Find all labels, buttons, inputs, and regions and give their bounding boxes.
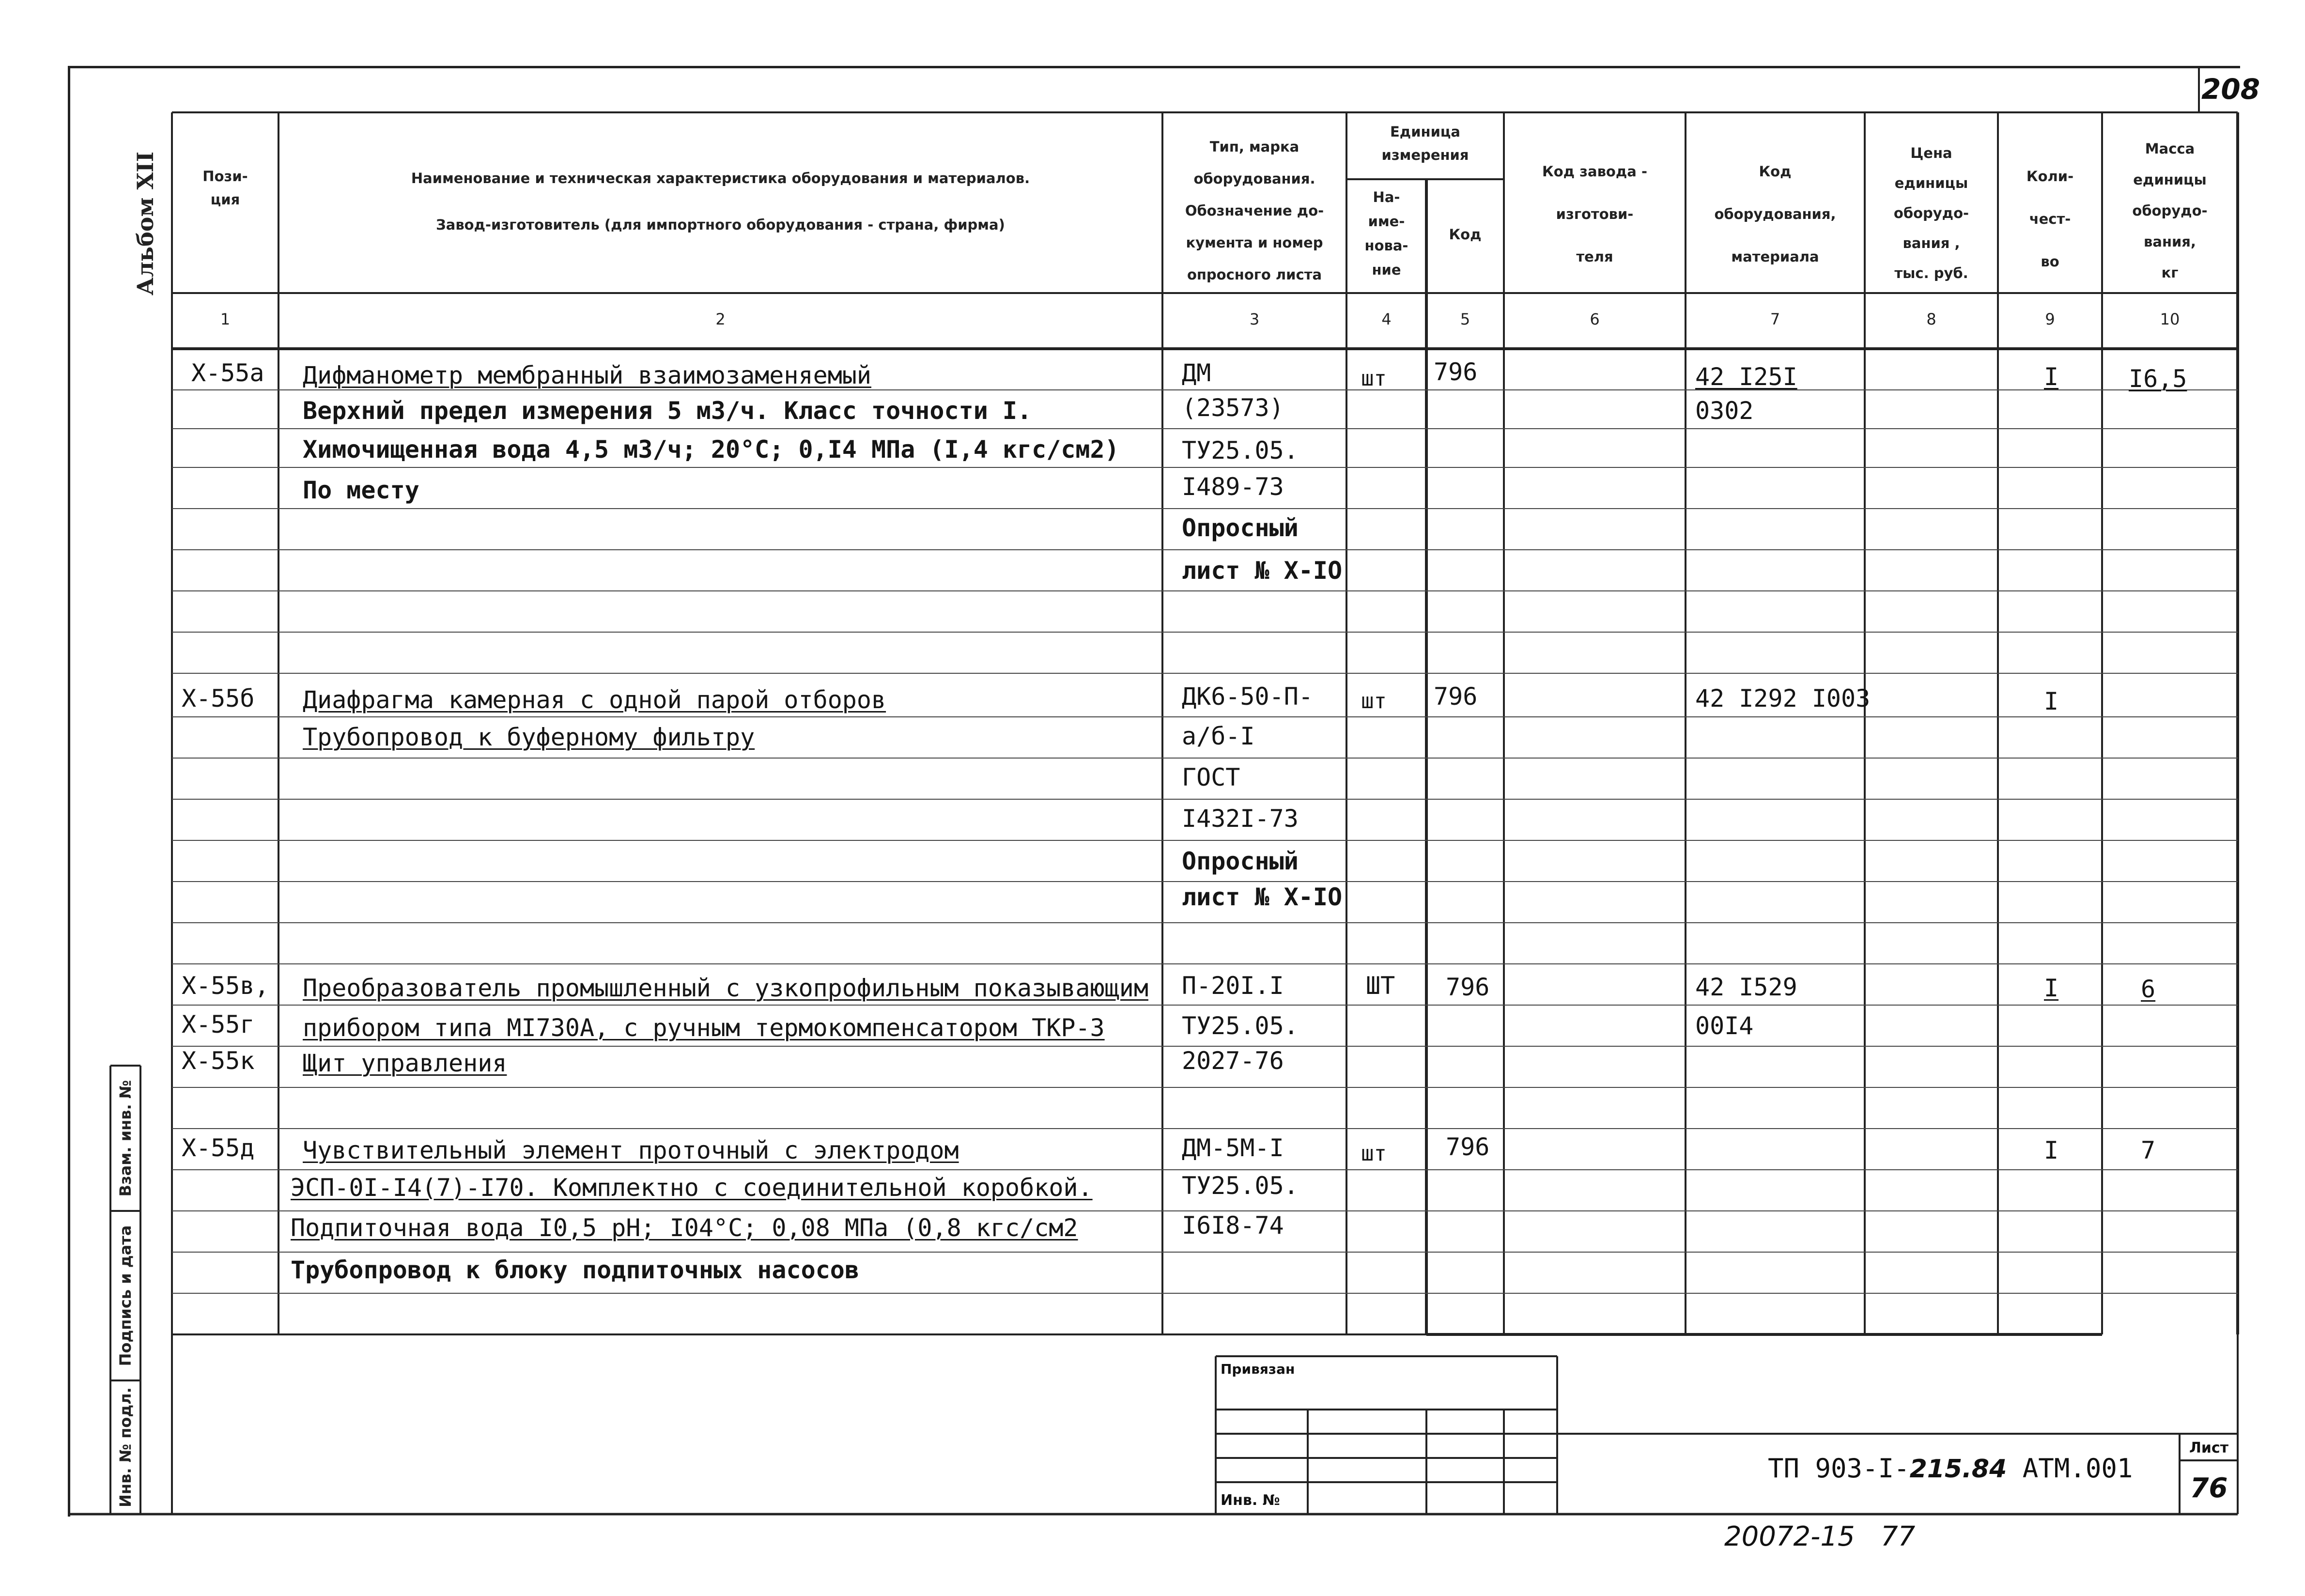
mass-cell: I6,5 — [2129, 365, 2187, 393]
header-col9: Коли- чест- во — [2026, 168, 2074, 270]
header-unit-group: Единица измерения — [1381, 124, 1469, 163]
document-code — [1768, 1453, 2133, 1484]
name-cell: По месту — [303, 476, 419, 504]
sheet-label: Лист — [2189, 1440, 2229, 1457]
name-cell: Щит управления — [303, 1049, 507, 1077]
colnum-7: 7 — [1770, 310, 1780, 328]
qty-cell: I — [2044, 1136, 2059, 1164]
equip-code-cell: 42 I529 — [1695, 973, 1797, 1001]
colnum-4: 4 — [1381, 310, 1392, 328]
pos-cell: X-55г — [182, 1010, 255, 1038]
header-col6: Код завода - изготови- теля — [1542, 163, 1647, 265]
header-col4: На- име- нова- ние — [1364, 189, 1408, 278]
equip-code-cell: 00I4 — [1695, 1012, 1754, 1040]
type-cell: I432I-73 — [1182, 805, 1299, 833]
name-cell: ЭСП-0I-I4(7)-I70. Комплектно с соединительной коробкой. — [291, 1174, 1093, 1202]
mass-cell: 6 — [2141, 975, 2156, 1003]
pos-cell: X-55а — [191, 359, 264, 387]
sheet-value: 76 — [2190, 1472, 2228, 1504]
colnum-9: 9 — [2045, 310, 2055, 328]
type-cell: I6I8-74 — [1182, 1211, 1284, 1240]
side-stamp-signature: Подпись и дата — [116, 1225, 135, 1366]
pos-cell: X-55к — [182, 1047, 255, 1075]
name-cell: Трубопровод к блоку подпиточных насосов — [291, 1256, 859, 1284]
album-label: Альбом XII — [132, 151, 158, 295]
type-cell: лист № Х-IО — [1182, 557, 1343, 585]
code-cell: 796 — [1434, 682, 1478, 711]
header-col8: Цена единицы оборудо- вания , тыс. руб. — [1893, 145, 1969, 281]
type-cell: П-20I.I — [1182, 972, 1284, 1000]
header-col2: Наименование и техническая характеристика оборудования и материалов. Завод-изготовитель (для импортного оборудования - страна, фирма) — [411, 170, 1030, 233]
name-cell: Диафрагма камерная с одной парой отборов — [303, 686, 886, 714]
stamp-inv-label: Инв. № — [1221, 1492, 1280, 1509]
stamp-bound-label: Привязан — [1221, 1361, 1295, 1377]
type-cell: ДМ — [1182, 359, 1211, 387]
document-code-handwritten: 215.84 — [1909, 1455, 2007, 1484]
unit-cell: шт — [1361, 366, 1387, 391]
header-col7: Код оборудования, материала — [1714, 163, 1836, 265]
qty-cell: I — [2044, 687, 2059, 715]
type-cell: Опросный — [1182, 514, 1299, 542]
pos-cell: X-55д — [182, 1134, 255, 1162]
type-cell: ДМ-5М-I — [1182, 1134, 1284, 1162]
type-cell: Опросный — [1182, 847, 1299, 875]
header-col1: Пози- ция — [202, 168, 248, 208]
document-code-suffix: АТМ.001 — [2007, 1453, 2133, 1484]
qty-cell: I — [2044, 974, 2059, 1002]
equip-code-cell: 42 I292 I003 — [1695, 684, 1871, 713]
unit-cell: шт — [1361, 1141, 1387, 1166]
sheet-number-top: 208 — [2201, 73, 2260, 106]
code-cell: 796 — [1446, 1133, 1490, 1161]
side-stamp-replacement: Взам. инв. № — [116, 1080, 135, 1197]
type-cell: 2027-76 — [1182, 1047, 1284, 1075]
name-cell: Химочищенная вода 4,5 м3/ч; 20°С; 0,I4 МПа (I,4 кгс/см2) — [303, 435, 1119, 464]
header-col5: Код — [1449, 226, 1482, 243]
pos-cell: X-55в, — [182, 972, 269, 1000]
type-cell: ТУ25.05. — [1182, 1012, 1299, 1040]
colnum-2: 2 — [715, 310, 726, 328]
name-cell: Дифманометр мембранный взаимозаменяемый — [303, 361, 871, 389]
name-cell: Трубопровод к буферному фильтру — [303, 723, 755, 751]
qty-cell: I — [2044, 363, 2059, 391]
equip-code-cell: 42 I25I — [1695, 363, 1797, 391]
type-cell: ТУ25.05. — [1182, 436, 1299, 465]
colnum-1: 1 — [220, 310, 231, 328]
code-cell: 796 — [1434, 358, 1478, 386]
side-stamp-inventory: Инв. № подл. — [116, 1387, 135, 1507]
name-cell: прибором типа МI730А, с ручным термокомпенсатором ТКР-3 — [303, 1014, 1105, 1042]
header-col3: Тип, марка оборудования. Обозначение до- кумента и номер опросного листа — [1185, 139, 1324, 283]
type-cell: а/б-I — [1182, 722, 1255, 750]
document-code-prefix: ТП 903-I- — [1768, 1453, 1910, 1484]
colnum-6: 6 — [1590, 310, 1600, 328]
type-cell: I489-73 — [1182, 473, 1284, 501]
type-cell: ДК6-50-П- — [1182, 682, 1313, 711]
code-cell: 796 — [1446, 973, 1490, 1001]
colnum-3: 3 — [1249, 310, 1260, 328]
unit-cell: шт — [1361, 689, 1387, 713]
name-cell: Верхний предел измерения 5 м3/ч. Класс точности I. — [303, 397, 1032, 425]
equip-code-cell: 0302 — [1695, 397, 1754, 425]
name-cell: Преобразователь промышленный с узкопрофильным показывающим — [303, 974, 1148, 1002]
name-cell: Подпиточная вода I0,5 pH; I04°С; 0,08 МПа (0,8 кгс/см2 — [291, 1214, 1078, 1242]
type-cell: лист № Х-IО — [1182, 883, 1343, 911]
colnum-8: 8 — [1926, 310, 1936, 328]
type-cell: ГОСТ — [1182, 763, 1240, 791]
type-cell: ТУ25.05. — [1182, 1172, 1299, 1200]
footer-handwritten-number: 20072-15 77 — [1724, 1521, 1916, 1552]
type-cell: (23573) — [1182, 394, 1284, 422]
pos-cell: X-55б — [182, 684, 255, 713]
name-cell: Чувствительный элемент проточный с электродом — [303, 1136, 959, 1164]
colnum-10: 10 — [2160, 310, 2180, 328]
header-col10: Масса единицы оборудо- вания, кг — [2132, 140, 2208, 281]
mass-cell: 7 — [2141, 1136, 2156, 1164]
colnum-5: 5 — [1460, 310, 1470, 328]
unit-cell: ШТ — [1366, 972, 1395, 1000]
